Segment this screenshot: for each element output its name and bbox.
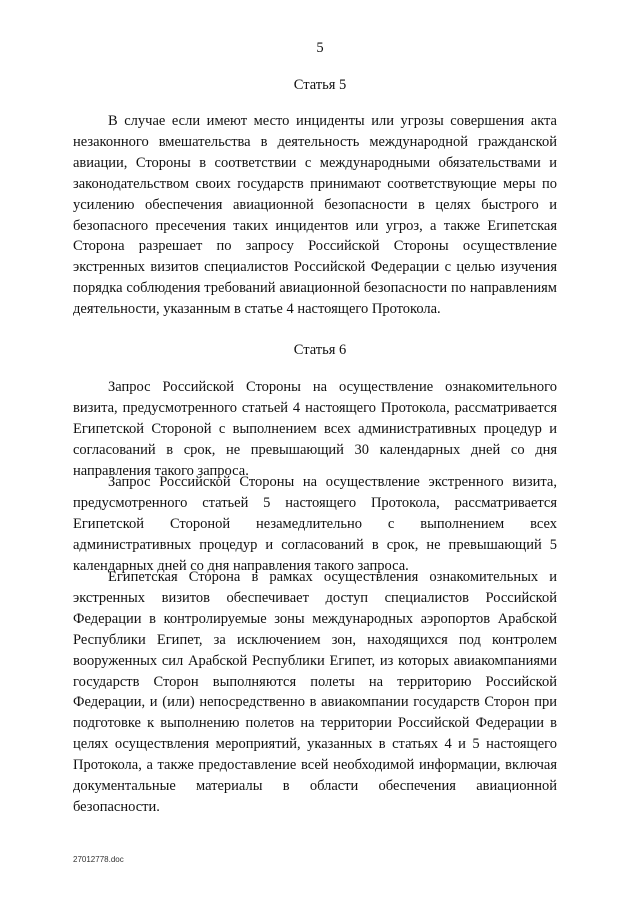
article-6-paragraph-2: Запрос Российской Стороны на осуществление экстренного визита, предусмотренного статьей 5 настоящего Протокола, рассматривается Египетской Стороной незамедлительно с выполнением всех административных процедур и согласований в срок, не превышающий 5 календарных дней со дня направления такого запроса.	[73, 474, 557, 574]
article-6-paragraph-3: Египетская Сторона в рамках осуществления ознакомительных и экстренных визитов обеспечивает доступ специалистов Российской Федерации в контролируемые зоны международных аэропортов Арабской Республики Египет, за исключением зон, находящихся под контролем вооруженных сил Арабской Республики Египет, из которых авиакомпаниями государств Сторон выполняются полеты на территорию Российской Федерации, и (или) непосредственно в авиакомпании государств Сторон при подготовке к выполнению полетов на территории Российской Федерации в целях осуществления мероприятий, указанных в статьях 4 и 5 настоящего Протокола, а также предоставление всей необходимой информации, включая документальные материалы в области обеспечения авиационной безопасности.	[73, 569, 557, 815]
article-5-paragraph: В случае если имеют место инциденты или угрозы совершения акта незаконного вмешательства в деятельность международной гражданской авиации, Стороны в соответствии с международными обязательствами и законодательством своих государств принимают соответствующие меры по усилению обеспечения авиационной безопасности в целях быстрого и безопасного пресечения таких инцидентов или угроз, а также Египетская Сторона разрешает по запросу Российской Стороны осуществление экстренных визитов специалистов Российской Федерации с целью изучения порядка соблюдения требований авиационной безопасности по направлениям деятельности, указанным в статье 4 настоящего Протокола.	[73, 113, 557, 318]
article-5-title: Статья 5	[293, 77, 347, 93]
document-file-code: 27012778.doc	[73, 855, 124, 864]
article-6-title: Статья 6	[293, 342, 347, 358]
page-number: 5	[316, 40, 324, 56]
article-6-paragraph-1: Запрос Российской Стороны на осуществление ознакомительного визита, предусмотренного статьей 4 настоящего Протокола, рассматривается Египетской Стороной с выполнением всех административных процедур и согласований в срок, не превышающий 30 календарных дней со дня направления такого запроса.	[73, 379, 557, 479]
